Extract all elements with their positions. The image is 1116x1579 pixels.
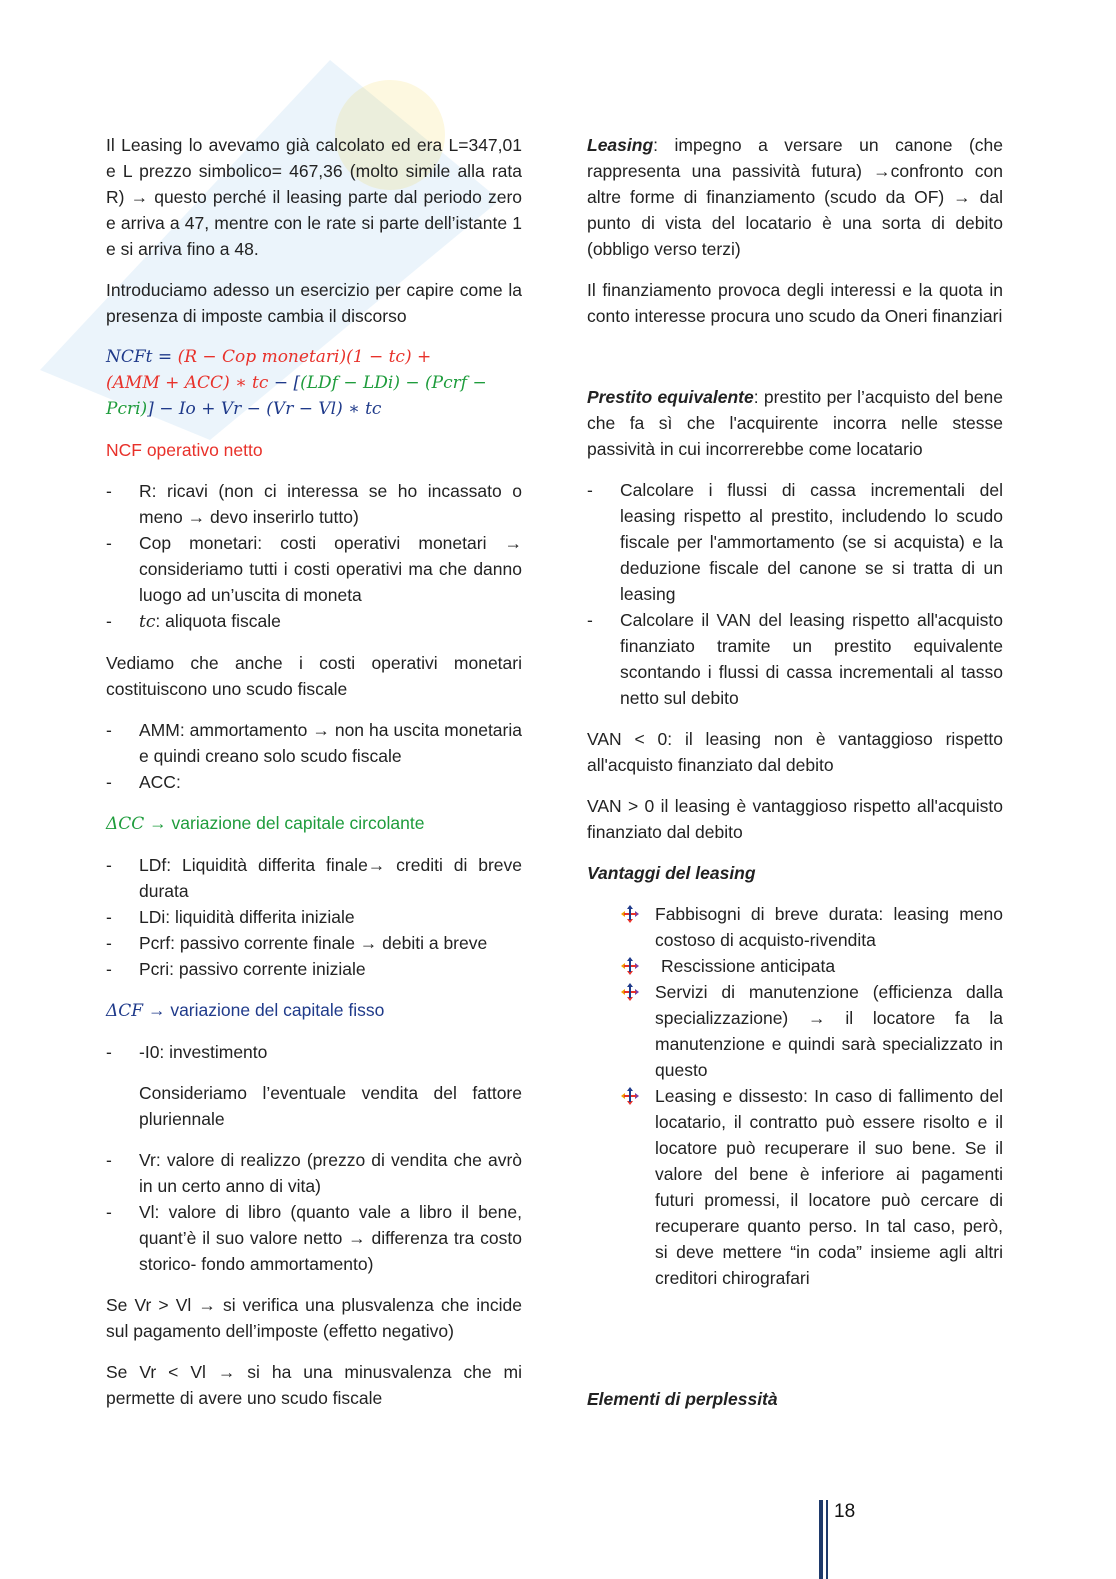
van-negative-paragraph: VAN < 0: il leasing non è vantaggioso rispetto all'acquisto finanziato dal debito — [587, 729, 1003, 775]
finanziamento-paragraph: Il finanziamento provoca degli interessi e la quota in conto interesse procura uno scudo da Oneri finanziari — [587, 280, 1003, 326]
amm-acc-list — [106, 717, 522, 795]
investimento-list — [106, 1039, 522, 1065]
list-item: - Pcri: passivo corrente iniziale — [106, 956, 522, 982]
van-positive-paragraph: VAN > 0 il leasing è vantaggioso rispetto all'acquisto finanziato dal debito — [587, 796, 1003, 842]
four-arrows-bullet-icon — [621, 957, 639, 975]
ncf-terms-list — [106, 478, 522, 635]
costs-shield-paragraph: Vediamo che anche i costi operativi monetari costituiscono uno scudo fiscale — [106, 653, 522, 699]
page-number-rule — [819, 1500, 823, 1579]
list-item: - Cop monetari: costi operativi monetari → consideriamo tutti i costi operativi ma che danno luogo ad un’uscita di moneta — [106, 530, 522, 608]
realizzo-libro-list — [106, 1147, 522, 1277]
page-number: 18 — [834, 1501, 856, 1522]
list-item: - Vl: valore di libro (quanto vale a libro il bene, quant’è il suo valore netto → differenza tra costo storico- fondo ammortamento) — [106, 1199, 522, 1277]
list-item: - ACC: — [106, 769, 522, 795]
list-item: - Calcolare i flussi di cassa incrementali del leasing rispetto al prestito, includendo lo scudo fiscale per l'ammortamento (se si acquista) e la deduzione fiscale del canone se si tratta di un leasing — [587, 477, 1003, 607]
leasing-definition-paragraph: Leasing: impegno a versare un canone (che rappresenta una passività futura) →confronto con altre forme di finanziamento (scudo da OF) → dal punto di vista del locatario è una sorta di debito (obbligo verso terzi) — [587, 135, 1003, 259]
list-item: Servizi di manutenzione (efficienza dalla specializzazione) → il locatore fa la manutenzione e quindi sarà specializzato in questo — [621, 979, 1003, 1083]
list-item: - LDf: Liquidità differita finale→ crediti di breve durata — [106, 852, 522, 904]
list-item: - LDi: liquidità differita iniziale — [106, 904, 522, 930]
ncf-formula: NCFt = (R − Cop monetari)(1 − tc) + (AMM + ACC) ∗ tc − [(LDf − LDi) − (Pcrf − Pcri)] − Io + Vr − (Vr − Vl) ∗ tc — [106, 347, 487, 419]
vendita-fattore-paragraph: Consideriamo l’eventuale vendita del fattore pluriennale — [139, 1083, 522, 1129]
right-column — [587, 132, 1003, 1427]
list-item: - Vr: valore di realizzo (prezzo di vendita che avrò in un certo anno di vita) — [106, 1147, 522, 1199]
prestito-equivalente-paragraph: Prestito equivalente: prestito per l’acquisto del bene che fa sì che l'acquirente incorra nelle stesse passività in cui incorrerebbe come locatario — [587, 387, 1003, 459]
list-item: - R: ricavi (non ci interessa se ho incassato o meno → devo inserirlo tutto) — [106, 478, 522, 530]
list-item: - Pcrf: passivo corrente finale → debiti a breve — [106, 930, 522, 956]
four-arrows-bullet-icon — [621, 905, 639, 923]
vantaggi-list — [621, 901, 1003, 1291]
intro-tax-paragraph: Introduciamo adesso un esercizio per capire come la presenza di imposte cambia il discorso — [106, 280, 522, 326]
leasing-recap-paragraph: Il Leasing lo avevamo già calcolato ed era L=347,01 e L prezzo simbolico= 467,36 (molto simile alla rata R) → questo perché il leasing parte dal periodo zero e arriva a 47, mentre con le rate si parte dell’istante 1 e si arriva fino a 48. — [106, 135, 522, 259]
list-item: - Calcolare il VAN del leasing rispetto all'acquisto finanziato tramite un prestito equivalente scontando i flussi di cassa incrementali al tasso netto sul debito — [587, 607, 1003, 711]
list-item: - -I0: investimento — [106, 1039, 522, 1065]
list-item: Rescissione anticipata — [621, 953, 1003, 979]
left-column — [106, 132, 522, 1426]
perplessita-heading: Elementi di perplessità — [587, 1389, 778, 1409]
delta-cc-heading: ΔCC → variazione del capitale circolante — [106, 813, 425, 834]
four-arrows-bullet-icon — [621, 1087, 639, 1105]
plusvalenza-paragraph: Se Vr > Vl → si verifica una plusvalenza che incide sul pagamento dell’imposte (effetto negativo) — [106, 1295, 522, 1341]
delta-cf-heading: ΔCF → variazione del capitale fisso — [106, 1000, 385, 1021]
capitale-circolante-list — [106, 852, 522, 982]
list-item: - AMM: ammortamento → non ha uscita monetaria e quindi creano solo scudo fiscale — [106, 717, 522, 769]
list-item: - tc: aliquota fiscale — [106, 608, 522, 635]
vantaggi-heading: Vantaggi del leasing — [587, 863, 756, 883]
calcolare-list — [587, 477, 1003, 711]
minusvalenza-paragraph: Se Vr < Vl → si ha una minusvalenza che mi permette di avere uno scudo fiscale — [106, 1362, 522, 1408]
four-arrows-bullet-icon — [621, 983, 639, 1001]
ncf-operativo-heading: NCF operativo netto — [106, 440, 263, 460]
list-item: Fabbisogni di breve durata: leasing meno costoso di acquisto-rivendita — [621, 901, 1003, 953]
list-item: Leasing e dissesto: In caso di fallimento del locatario, il contratto può essere risolto e il locatore può recuperare il suo bene. Se il valore del bene è inferiore ai pagamenti futuri promessi, il locatore può cercare di recuperare quanto perso. In tal caso, però, si deve mettere “in coda” insieme agli altri creditori chirografari — [621, 1083, 1003, 1291]
page-number-rule-thin — [826, 1500, 828, 1579]
